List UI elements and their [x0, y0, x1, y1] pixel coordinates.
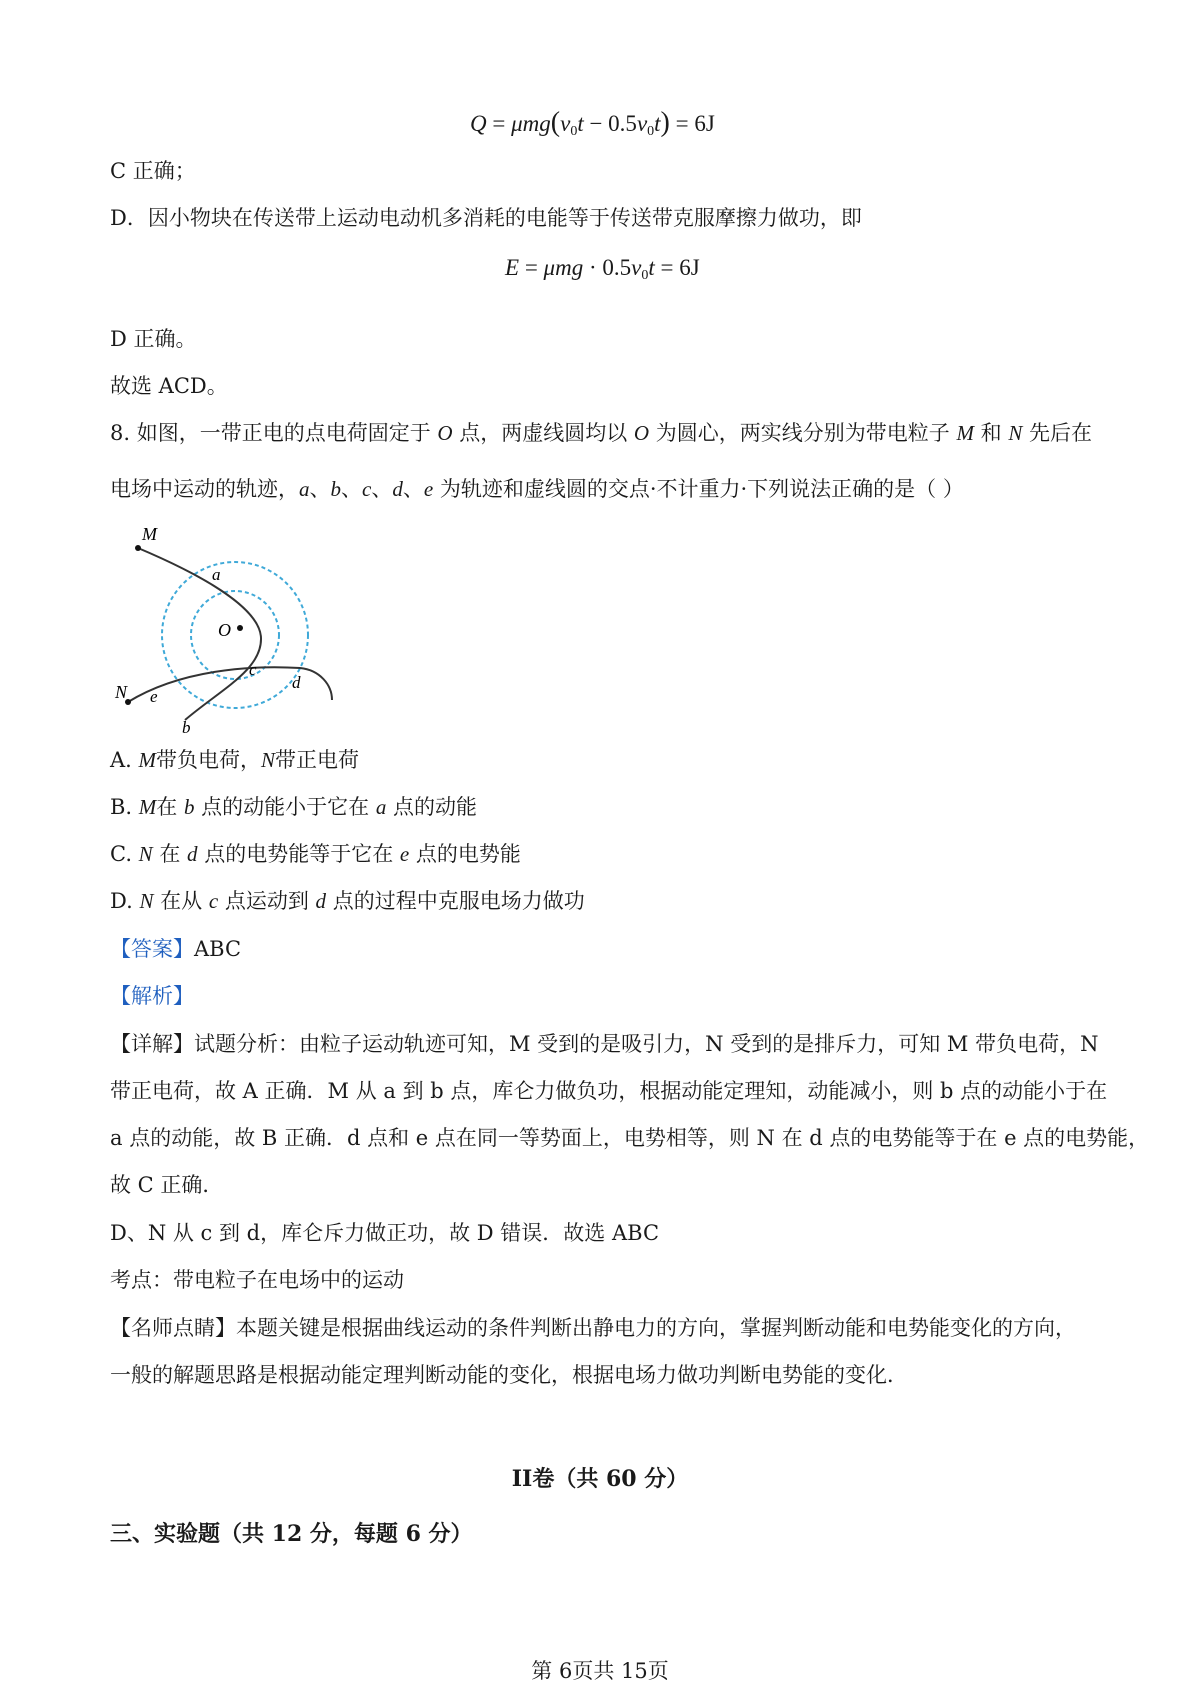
- analysis-tag: 【解析】: [110, 984, 194, 1008]
- label-a: a: [212, 565, 221, 584]
- d-explain-line: D．因小物块在传送带上运动电动机多消耗的电能等于传送带克服摩擦力做功，即: [110, 206, 862, 230]
- volume-heading: II卷（共 60 分）: [511, 1466, 689, 1492]
- page-footer: 第 6页共 15页: [531, 1659, 669, 1683]
- choose-acd-line: 故选 ACD。: [110, 374, 228, 398]
- formula-q: $Q = \mu mg(v_0t - 0.5v_0t) = 6J$: [470, 107, 715, 139]
- label-n: N: [115, 682, 128, 702]
- detail-line3: a 点的动能，故 B 正确．d 点和 e 点在同一等势面上，电势相等，则 N 在 d 点的电势能等于在 e 点的电势能，: [110, 1126, 1150, 1150]
- detail-line4: 故 C 正确．: [110, 1173, 224, 1197]
- answer-tag: 【答案】: [110, 937, 194, 961]
- label-e: e: [150, 687, 158, 706]
- label-o: O: [218, 620, 231, 640]
- detail-line1: 【详解】试题分析：由粒子运动轨迹可知，M 受到的是吸引力，N 受到的是排斥力，可知 M 带负电荷，N: [110, 1032, 1099, 1056]
- label-d: d: [292, 673, 301, 692]
- option-d: D. N 在从 c 点运动到 d 点的过程中克服电场力做功: [110, 889, 585, 913]
- detail-line5: D、N 从 c 到 d，库仑斥力做正功，故 D 错误．故选 ABC: [110, 1221, 660, 1245]
- label-c: c: [249, 660, 257, 679]
- answer-value: ABC: [194, 937, 242, 961]
- detail-line6: 考点：带电粒子在电场中的运动: [110, 1268, 404, 1292]
- question8-line1: 8. 如图，一带正电的点电荷固定于 O 点，两虚线圆均以 O 为圆心，两实线分别为带电粒子 M 和 N 先后在: [110, 421, 1093, 445]
- question8-line2: 电场中运动的轨迹，a、b、c、d、e 为轨迹和虚线圆的交点·不计重力·下列说法正确的是（ ）: [110, 477, 964, 501]
- charge-o-dot: [237, 625, 243, 631]
- answer-line: [110, 934, 241, 964]
- label-b: b: [182, 718, 191, 735]
- d-correct-line: D 正确。: [110, 327, 197, 351]
- option-b: B. M在 b 点的动能小于它在 a 点的动能: [110, 795, 478, 819]
- particle-m-dot: [135, 545, 141, 551]
- trajectory-figure: [110, 520, 340, 735]
- detail-line2: 带正电荷，故 A 正确．M 从 a 到 b 点，库仑力做负功，根据动能定理知，动能减小，则 b 点的动能小于在: [110, 1079, 1108, 1103]
- option-c: C. N 在 d 点的电势能等于它在 e 点的电势能: [110, 842, 521, 866]
- experiment-heading: 三、实验题（共 12 分，每题 6 分）: [110, 1521, 473, 1547]
- formula-e: $E = \mu mg \cdot 0.5v_0t = 6J$: [505, 255, 700, 283]
- analysis-line: [110, 981, 194, 1011]
- label-m: M: [142, 524, 157, 544]
- option-a: A. M带负电荷，N带正电荷: [110, 748, 360, 772]
- inner-dashed-circle: [191, 591, 279, 679]
- outer-dashed-circle: [162, 562, 308, 708]
- teacher-line2: 一般的解题思路是根据动能定理判断动能的变化，根据电场力做功判断电势能的变化．: [110, 1363, 908, 1387]
- teacher-line1: 【名师点睛】本题关键是根据曲线运动的条件判断出静电力的方向，掌握判断动能和电势能变化的方向，: [110, 1316, 1076, 1340]
- c-correct-line: C 正确；: [110, 159, 196, 183]
